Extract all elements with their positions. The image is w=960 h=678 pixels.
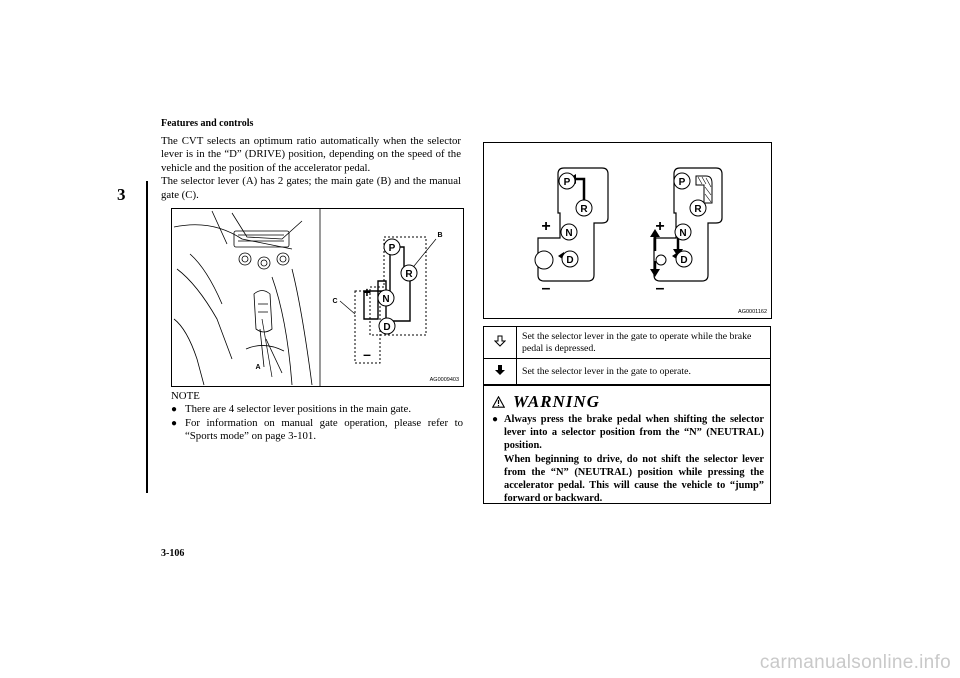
figure1-label-a: A <box>255 364 261 371</box>
figure1-label-p: P <box>388 243 396 254</box>
hollow-down-arrow-icon <box>484 327 517 359</box>
note-item <box>171 417 463 444</box>
section-title: Features and controls <box>161 118 254 129</box>
warning-title: WARNING <box>513 392 600 411</box>
note-item <box>171 403 463 416</box>
figure2-left-plus: + <box>541 218 551 235</box>
selector-lever-illustration <box>172 209 463 386</box>
figure2-left-minus: – <box>541 280 551 297</box>
warning-box <box>483 385 771 504</box>
figure1-label-r: R <box>405 269 413 280</box>
gate-operation-figure <box>483 142 772 319</box>
warning-paragraph-1: Always press the brake pedal when shifting the selector lever into a selector position from the “N” (NEUTRAL) position. <box>504 414 764 452</box>
chapter-marker-bar <box>133 181 147 481</box>
bullet-icon: ● <box>171 404 178 416</box>
figure2-code: AG0001162 <box>738 309 767 315</box>
note-item-text: For information on manual gate operation, please refer to “Sports mode” on page 3-101. <box>185 416 463 443</box>
figure2-right-label-d: D <box>680 255 688 266</box>
symbol-description: Set the selector lever in the gate to operate. <box>517 359 771 385</box>
figure1-label-b: B <box>437 232 443 239</box>
warning-header <box>492 392 600 412</box>
figure1-label-c: C <box>332 298 338 305</box>
figure1-label-n: N <box>382 294 390 305</box>
figure2-left-label-r: R <box>580 204 588 215</box>
bullet-icon: ● <box>171 417 178 429</box>
figure1-label-plus: + <box>362 284 372 300</box>
selector-lever-figure <box>171 208 464 387</box>
note-item-text: There are 4 selector lever positions in the main gate. <box>185 403 412 416</box>
figure2-right-label-n: N <box>679 228 687 239</box>
solid-down-arrow-icon <box>484 359 517 385</box>
warning-paragraph-2: When beginning to drive, do not shift the selector lever from the “N” (NEUTRAL) position while pressing the accelerator pedal. This will cause the vehicle to “jump” forward or backward. <box>504 453 764 505</box>
figure2-left-label-d: D <box>566 255 574 266</box>
watermark: carmanualsonline.info <box>759 652 951 673</box>
figure1-label-d: D <box>383 322 391 333</box>
figure1-code: AG0009403 <box>429 377 459 383</box>
figure1-label-minus: – <box>363 346 371 362</box>
table-row <box>484 359 771 385</box>
figure2-right-minus: – <box>655 280 665 297</box>
symbol-description: Set the selector lever in the gate to operate while the brake pedal is depressed. <box>517 327 771 359</box>
figure2-left-label-n: N <box>565 228 573 239</box>
note-section <box>171 390 463 444</box>
intro-paragraph-2: The selector lever (A) has 2 gates; the main gate (B) and the manual gate (C). <box>161 175 461 201</box>
figure2-right-label-p: P <box>678 177 686 188</box>
warning-triangle-icon <box>492 396 505 408</box>
intro-paragraph-1: The CVT selects an optimum ratio automatically when the selector lever is in the “D” (DRIVE) position, depending on the speed of the vehicle and the position of the accelerator pedal. <box>161 135 461 174</box>
intro-text <box>161 135 461 202</box>
warning-item <box>492 413 764 505</box>
figure2-right-label-r: R <box>694 204 702 215</box>
note-title: NOTE <box>171 390 200 402</box>
figure2-right-plus: + <box>655 218 665 235</box>
chapter-number: 3 <box>117 185 126 204</box>
bullet-icon: ● <box>492 414 499 425</box>
page-number: 3-106 <box>161 548 185 559</box>
table-row <box>484 327 771 359</box>
gate-operation-illustration <box>484 143 771 318</box>
symbol-legend-table <box>483 326 771 385</box>
figure2-left-label-p: P <box>563 177 571 188</box>
